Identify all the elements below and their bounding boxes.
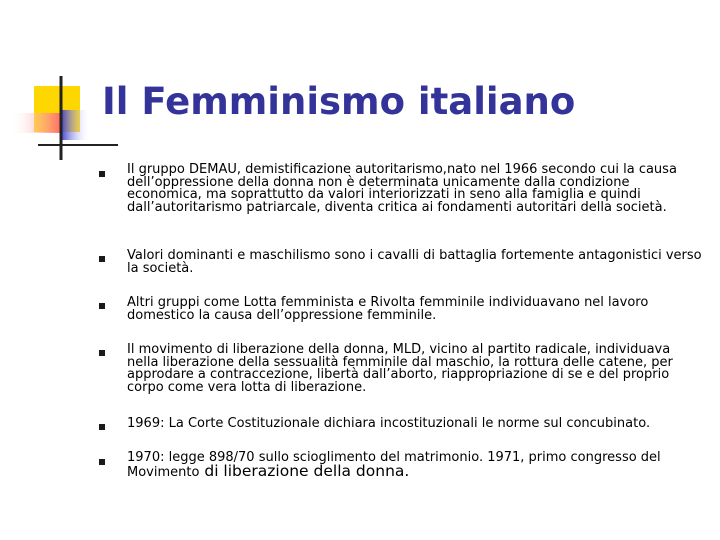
bullet-text-tail: di liberazione della donna. — [199, 461, 410, 480]
bullet-text: Il movimento di liberazione della donna, MLD, vicino al partito radicale, individuava nella liberazione della sessualità femminile dal maschio, la rottura delle catene, per approdare a contraccezione, libertà dall’aborto, riappropriazione di se e del proprio corpo come vera lotta di liberazione. — [127, 342, 673, 395]
bullet-text: Valori dominanti e maschilismo sono i cavalli di battaglia fortemente antagonistici verso la società. — [127, 248, 702, 276]
bullet-marker — [99, 303, 105, 309]
bullet-text: Altri gruppi come Lotta femminista e Rivolta femminile individuavano nel lavoro domestico la causa dell’oppressione femminile. — [127, 295, 649, 323]
page-title: Il Femminismo italiano — [102, 80, 576, 123]
bullet-text: Il gruppo DEMAU, demistificazione autoritarismo,nato nel 1966 secondo cui la causa dell’oppressione della donna non è determinata unicamente dalla condizione economica, ma soprattutto da valori interiorizzati in seno alla famiglia e quindi dall’autoritarismo patriarcale, diventa critica ai fondamenti autoritari della società. — [127, 162, 677, 215]
bullet-marker — [99, 171, 105, 177]
bullet-text-main: 1970: legge 898/70 sullo scioglimento del matrimonio. 1971, primo congresso del Movimento — [127, 450, 661, 480]
bullet-marker — [99, 424, 105, 430]
bullet-text: 1969: La Corte Costituzionale dichiara incostituzionali le norme sul concubinato. — [127, 416, 651, 431]
bullet-marker — [99, 459, 105, 465]
bullet-marker — [99, 256, 105, 262]
bullet-marker — [99, 350, 105, 356]
bullet-text — [127, 452, 702, 479]
